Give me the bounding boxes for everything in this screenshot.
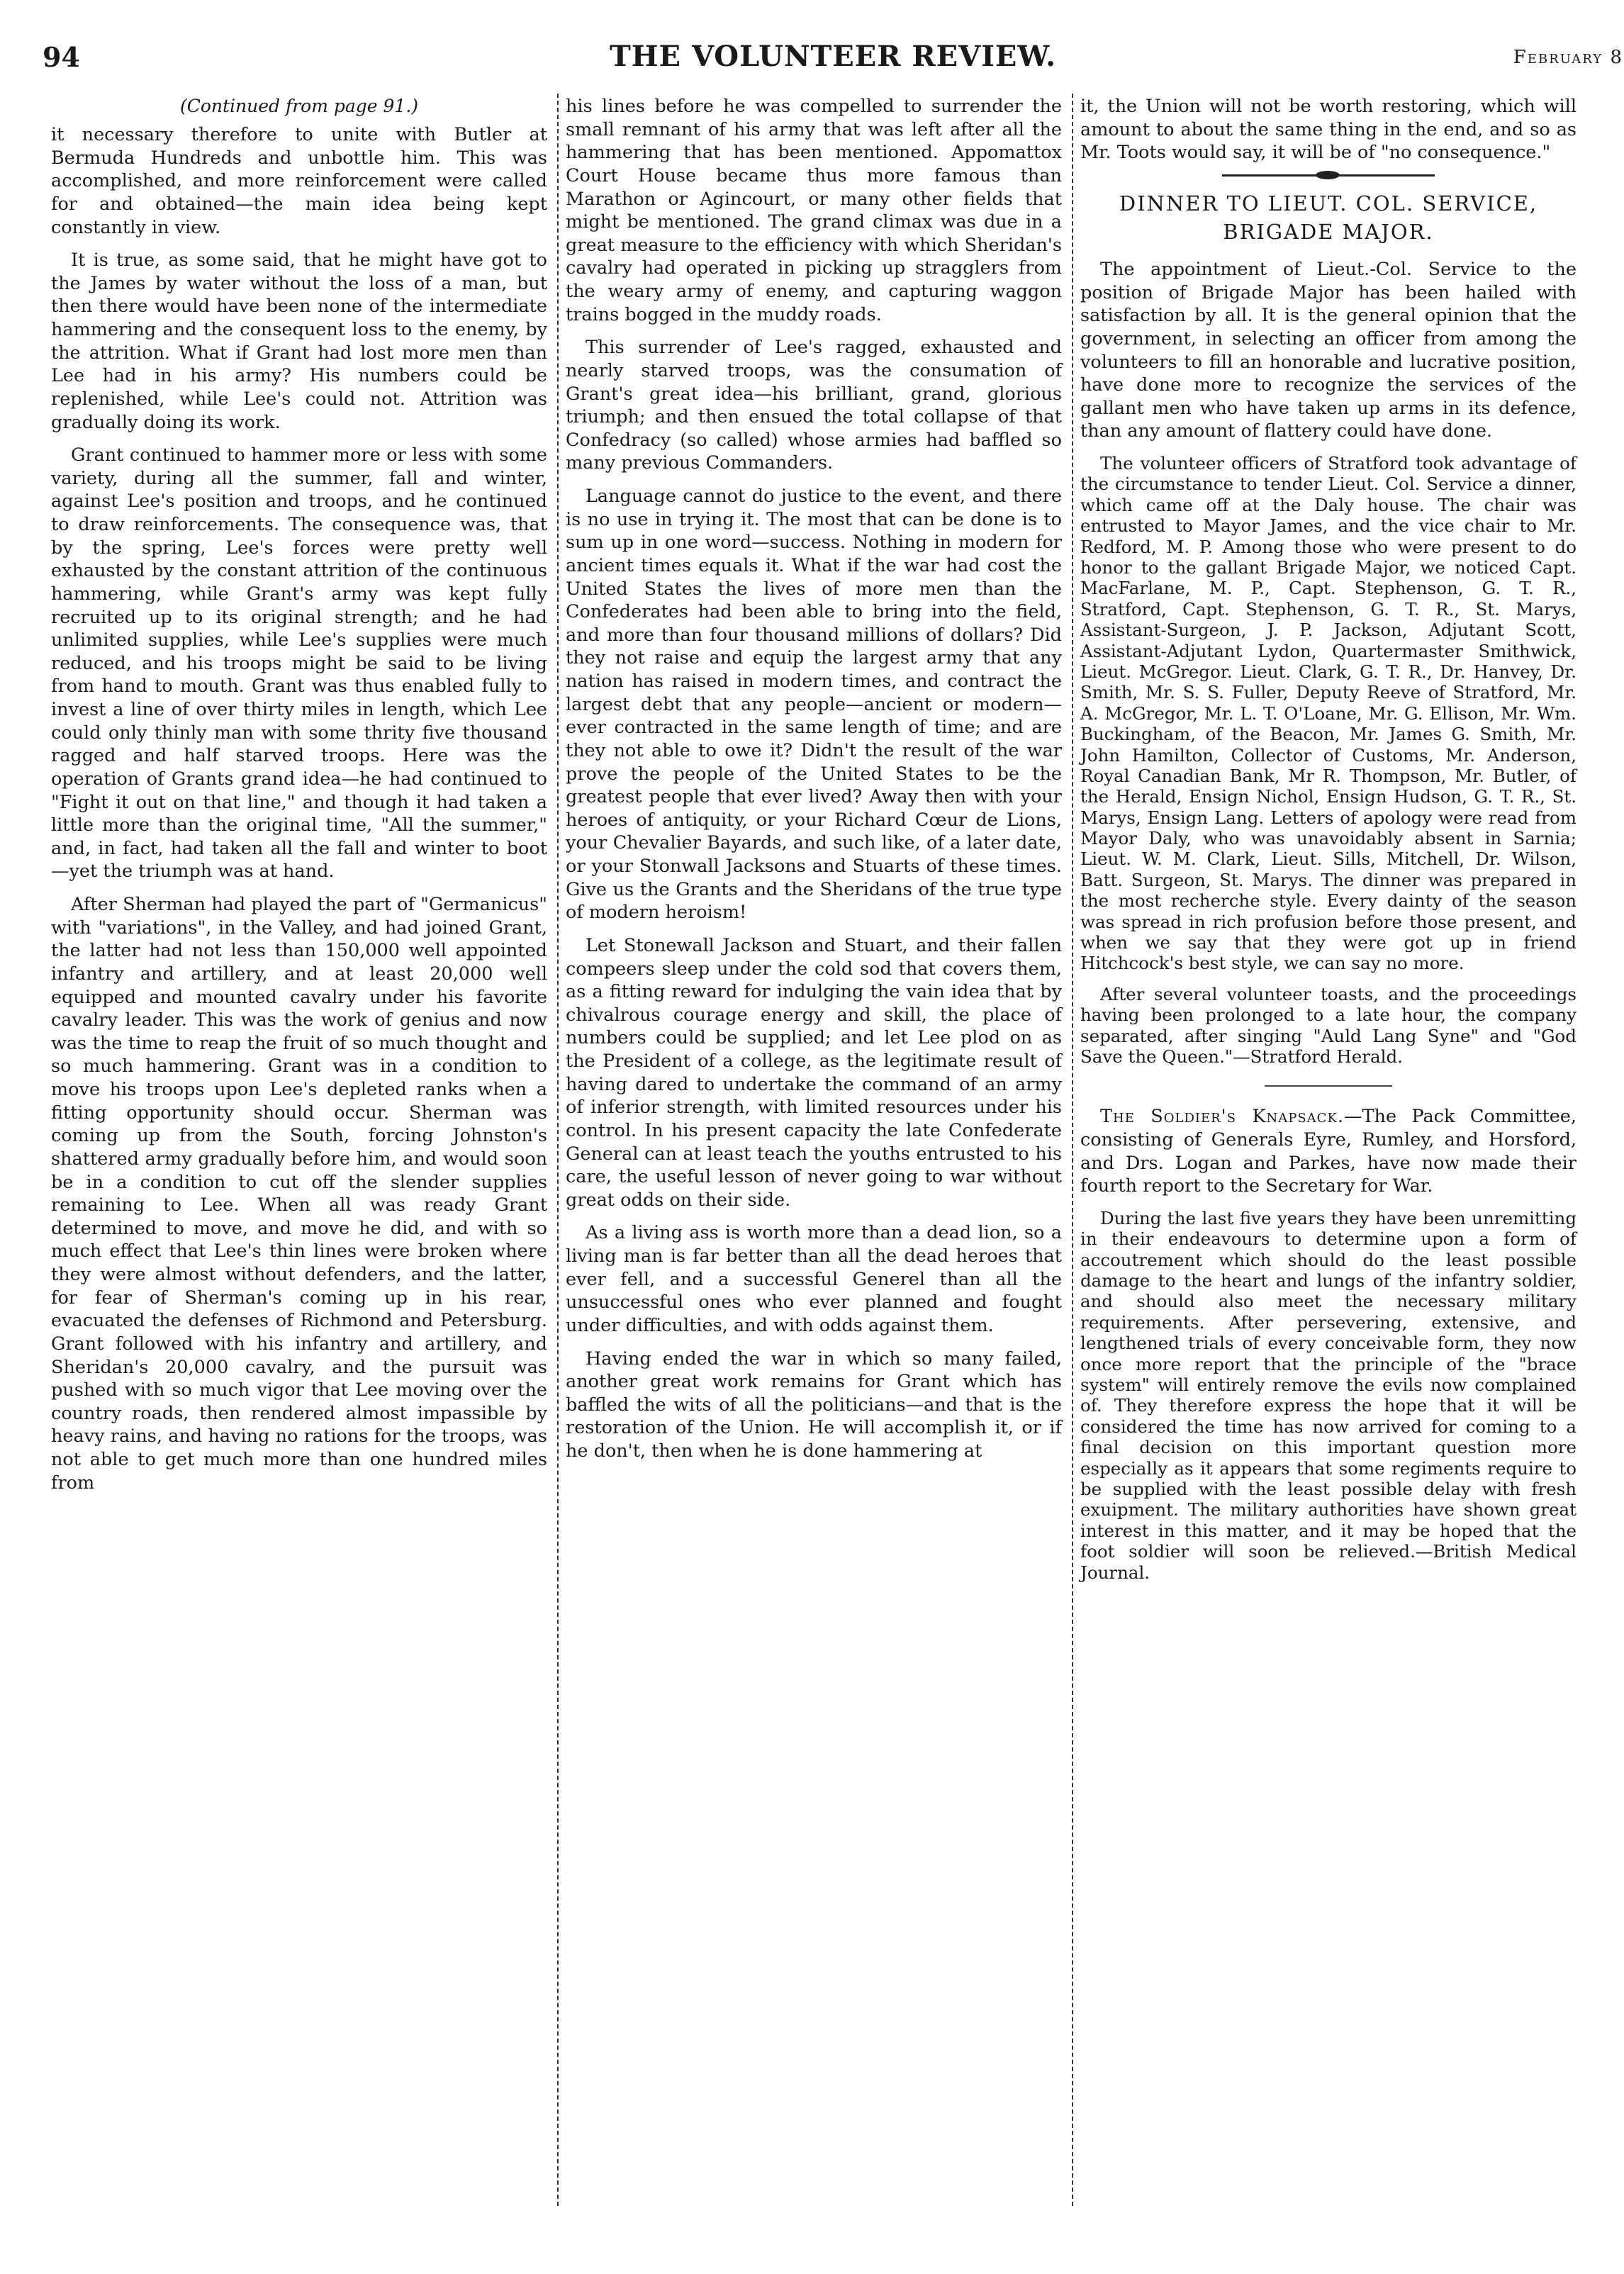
column-divider [1072, 94, 1073, 2206]
article-paragraph: As a living ass is worth more than a dead lion, so a living man is far better than all the dead heroes that ever fell, and a successful Generel than all the unsuccessful ones who ever planned and fought under difficulties, and with odds against them. [566, 1222, 1062, 1336]
issue-date: February 8 [1513, 47, 1623, 68]
article-paragraph: his lines before he was compelled to surrender the small remnant of his army that was left after all the hammering that has been mentioned. Appomattox Court House became thus more famous than Marathon or Agincourt, or many other fields that might be mentioned. The grand climax was due in a great measure to the efficiency with which Sheridan's cavalry had operated in picking up stragglers from the weary army of enemy, and capturing waggon trains bogged in the muddy roads. [566, 96, 1062, 325]
article-paragraph: Let Stonewall Jackson and Stuart, and their fallen compeers sleep under the cold sod that covers them, as a fitting reward for indulging the vain idea that by chivalrous courage energy and skill, the place of numbers could be supplied; and let Lee plod on as the President of a college, as the legitimate result of having dared to undertake the command of an army of inferior strength, with limited resources under his control. In his present capacity the late Confederate General can at least teach the youths entrusted to his care, the useful lesson of never going to war without great odds on their side. [566, 934, 1062, 1211]
page-header [43, 37, 1623, 79]
article-paragraph: The appointment of Lieut.-Col. Service to the position of Brigade Major has been hailed with satisfaction by all. It is the general opinion that the government, in selecting an officer from among the volunteers to fill an honorable and lucrative position, have done more to recognize the services of the gallant men who have taken up arms in its defence, than any amount of flattery could have done. [1080, 259, 1577, 442]
article-paragraph: It is true, as some said, that he might have got to the James by water without the loss of a man, but then there would have been none of the intermediate hammering and the consequent loss to the enemy, by the attrition. What if Grant had lost more men than Lee had in his army? His numbers could be replenished, while Lee's could not. Attrition was gradually doing its work. [51, 250, 547, 433]
article-column-3 [1080, 95, 1577, 1593]
article-column-2 [566, 95, 1062, 1473]
article-paragraph: Having ended the war in which so many failed, another great work remains for Grant which has baffled the wits of all the politicians—and that is the restoration of the Union. He will accomplish it, or if he don't, then when he is done hammering at [566, 1348, 1062, 1462]
article-paragraph: After several volunteer toasts, and the proceedings having been prolonged to a late hour, the company separated, after singing "Auld Lang Syne" and "God Save the Queen."—Stratford Herald. [1080, 983, 1577, 1067]
article-paragraph [1080, 1105, 1577, 1198]
section-heading: DINNER TO LIEUT. COL. SERVICE, BRIGADE MAJOR. [1119, 191, 1538, 245]
article-paragraph: Language cannot do justice to the event, and there is no use in trying it. The most that can be done is to sum up in one word—success. Nothing in modern for ancient times equals it. What if the war had cost the United States the lives of more men than the Confederates had been able to bring into the field, and more than four thousand millions of dollars? Did they not raise and equip the largest army that any nation has raised in modern times, and contract the largest debt that any people—ancient or modern—ever contracted in the same length of time; and are they not able to owe it? Didn't the result of the war prove the people of the United States to be the greatest people that ever lived? Away then with your heroes of antiquity, or your Richard Cœur de Lions, your Chevalier Bayards, and such like, of a later date, or your Stonwall Jacksons and Stuarts of these times. Give us the Grants and the Sheridans of the true type of modern heroism! [566, 486, 1062, 924]
publication-title: THE VOLUNTEER REVIEW. [609, 40, 1057, 73]
continued-note: (Continued from page 91.) [179, 96, 419, 116]
article-paragraph: it, the Union will not be worth restoring, which will amount to about the same thing in the end, and so as Mr. Toots would say, it will be of "no consequence." [1080, 96, 1577, 164]
section-separator [1265, 1085, 1392, 1087]
item-lead: The Soldier's Knapsack. [1100, 1106, 1345, 1128]
page-number: 94 [43, 41, 80, 73]
article-paragraph: it necessary therefore to unite with Butler at Bermuda Hundreds and unbottle him. This was accomplished, and more reinforcement were called for and obtained—the main idea being kept constantly in view. [51, 124, 547, 238]
article-column-1 [51, 95, 547, 1504]
article-paragraph: This surrender of Lee's ragged, exhausted and nearly starved troops, was the consumation of Grant's great idea—his brilliant, grand, glorious triumph; and then ensued the total collapse of that Confedracy (so called) whose armies had baffled so many previous Commanders. [566, 337, 1062, 474]
article-paragraph: During the last five years they have been unremitting in their endeavours to determine upon a form of accoutrement which should do the least possible damage to the heart and lungs of the infantry soldier, and should also meet the necessary military requirements. After persevering, extensive, and lengthened trials of every conceivable form, they now once more report that the principle of the "brace system" will entirely remove the evils now complained of. They therefore express the hope that it will be considered the time has now arrived for coming to a final decision on this important question more especially as it appears that some regiments require to be supplied with the least possible delay with fresh exuipment. The military authorities have shown great interest in this matter, and it may be hoped that the foot soldier will soon be relieved.—British Medical Journal. [1080, 1207, 1577, 1583]
ornamental-rule [1222, 174, 1435, 177]
article-paragraph: After Sherman had played the part of "Germanicus" with "variations", in the Valley, and had joined Grant, the latter had not less than 150,000 well appointed infantry and artillery, and at least 20,000 well equipped and mounted cavalry under his favorite cavalry leader. This was the work of genius and now was the time to reap the fruit of so much thought and so much hammering. Grant was in a condition to move his troops upon Lee's depleted ranks when a fitting opportunity should occur. Sherman was coming up from the South, forcing Johnston's shattered army gradually before him, and would soon be in a condition to cut off the slender supplies remaining to Lee. When all was ready Grant determined to move, and move he did, and with so much effect that Lee's thin lines were broken where they were almost without defenders, and the latter, for fear of Sherman's coming up in his rear, evacuated the defenses of Richmond and Petersburg. Grant followed with his infantry and artillery, and Sheridan's 20,000 cavalry, and the pursuit was pushed with so much vigor that Lee moving over the country roads, then rendered almost impassible by heavy rains, and having no rations for the troops, was not able to get much more than one hundred miles from [51, 894, 547, 1494]
column-divider [557, 94, 559, 2206]
article-paragraph: Grant continued to hammer more or less with some variety, during all the summer, fall and winter, against Lee's position and troops, and he continued to draw reinforcements. The consequence was, that by the spring, Lee's forces were pretty well exhausted by the constant attrition of the continuous hammering, while Grant's army was kept fully recruited up to its original strength; and he had unlimited supplies, while Lee's supplies were much reduced, and his troops might be said to be living from hand to mouth. Grant was thus enabled fully to invest a line of over thirty miles in length, which Lee could only thinly man with some thrity five thousand ragged and half starved troops. Here was the operation of Grants grand idea—he had continued to "Fight it out on that line," and though it had taken a little more than the original time, "All the summer," and, in fact, had taken all the fall and winter to boot—yet the triumph was at hand. [51, 444, 547, 883]
item-text: —The Pack Committee, consisting of Generals Eyre, Rumley, and Horsford, and Drs. Logan and Parkes, have now made their fourth report to the Secretary for War. [1080, 1106, 1577, 1197]
article-paragraph: The volunteer officers of Stratford took advantage of the circumstance to tender Lieut. Col. Service a dinner, which came off at the Daly house. The chair was entrusted to Mayor James, and the vice chair to Mr. Redford, M. P. Among those who were present to do honor to the gallant Brigade Major, we noticed Capt. MacFarlane, M. P., Capt. Stephenson, G. T. R., Stratford, Capt. Stephenson, G. T. R., St. Marys, Assistant-Surgeon, J. P. Jackson, Adjutant Scott, Assistant-Adjutant Lydon, Quartermaster Smithwick, Lieut. McGregor. Lieut. Clark, G. T. R., Dr. Hanvey, Dr. Smith, Mr. S. S. Fuller, Deputy Reeve of Stratford, Mr. A. McGregor, Mr. L. T. O'Loane, Mr. G. Ellison, Mr. Wm. Buckingham, of the Beacon, Mr. James G. Smith, Mr. John Hamilton, Collector of Customs, Mr. Anderson, Royal Canadian Bank, Mr R. Thompson, Mr. Butler, of the Herald, Ensign Nichol, Ensign Hudson, G. T. R., St. Marys, Ensign Lang. Letters of apology were read from Mayor Daly, who was unavoidably absent in Sarnia; Lieut. W. M. Clark, Lieut. Sills, Mitchell, Dr. Wilson, Batt. Surgeon, St. Marys. The dinner was prepared in the most recherche style. Every dainty of the season was spread in rich profusion before those present, and when we say that they were got up in friend Hitchcock's best style, we can say no more. [1080, 453, 1577, 974]
